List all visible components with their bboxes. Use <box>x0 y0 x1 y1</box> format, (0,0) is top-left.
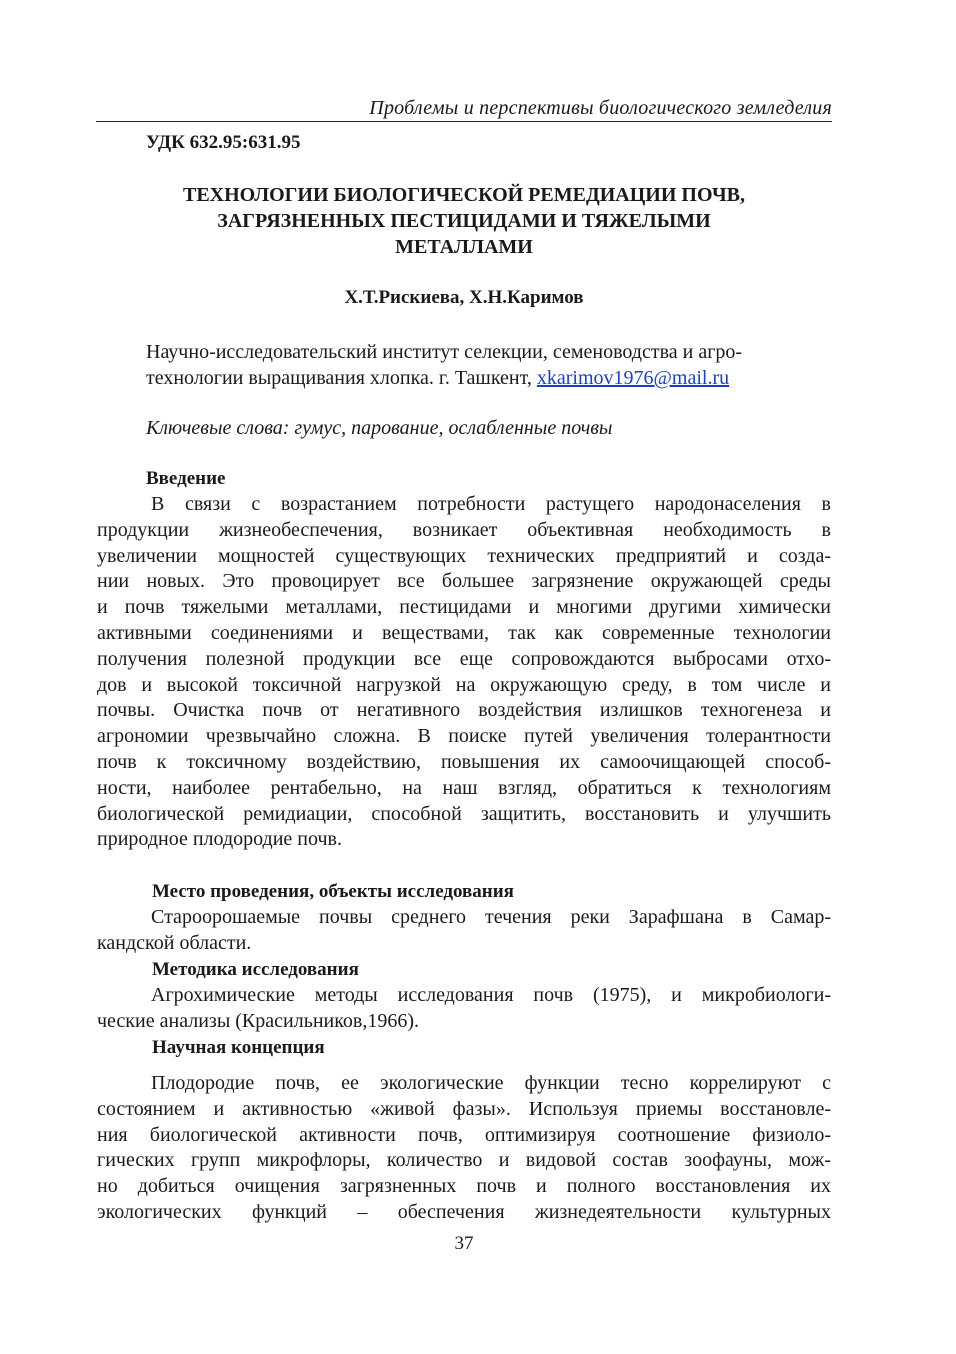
text-line: дов и высокой токсичной нагрузкой на окружающую среду, в том числе и <box>97 673 831 696</box>
paragraph-intro <box>97 492 831 853</box>
affiliation-line <box>146 365 832 391</box>
text-line: агрономии чрезвычайно сложна. В поиске путей увеличения толерантности <box>97 725 831 748</box>
affiliation <box>146 339 832 391</box>
title-line: ТЕХНОЛОГИИ БИОЛОГИЧЕСКОЙ РЕМЕДИАЦИИ ПОЧВ, <box>182 184 746 206</box>
text-line: В связи с возрастанием потребности растущего народонаселения в <box>151 493 831 515</box>
affiliation-line: Научно-исследовательский институт селекции, семеноводства и агро- <box>146 341 743 363</box>
email-link[interactable]: xkarimov1976@mail.ru <box>536 367 730 389</box>
text-line: кандской области. <box>97 931 252 954</box>
text-line: почвы. Очистка почв от негативного воздействия излишков техногенеза и <box>97 699 831 722</box>
text-line: ности, наиболее рентабельно, на наш взгляд, обратиться к технологиям <box>97 776 831 799</box>
text-line: Староорошаемые почвы среднего течения реки Зарафшана в Самар- <box>151 906 831 928</box>
text-line: природное плодородие почв. <box>97 828 342 851</box>
text-line: но добиться очищения загрязненных почв и полного восстановления их <box>97 1175 831 1198</box>
text-line: активными соединениями и веществами, так как современные технологии <box>97 621 831 644</box>
udk-code: УДК 632.95:631.95 <box>146 132 301 153</box>
text-line: биологической ремидиации, способной защитить, восстановить и улучшить <box>97 802 831 825</box>
text-line: состоянием и активностью «живой фазы». Используя приемы восстановле- <box>97 1097 831 1120</box>
paragraph-method <box>97 983 831 1035</box>
text-line: гических групп микрофлоры, количество и видовой состав зоофауны, мож- <box>97 1149 831 1172</box>
running-head: Проблемы и перспективы биологического земледелия <box>369 97 832 119</box>
text-line: Агрохимические методы исследования почв (1975), и микробиологи- <box>151 984 831 1006</box>
text-line: ния биологической активности почв, оптимизируя соотношение физиоло- <box>97 1123 831 1146</box>
section-heading-method: Методика исследования <box>152 959 359 980</box>
text-line: ческие анализы (Красильников,1966). <box>97 1009 420 1032</box>
text-line: экологических функций – обеспечения жизнедеятельности культурных <box>97 1200 831 1223</box>
text-line: увеличении мощностей существующих технических предприятий и созда- <box>97 544 831 567</box>
text-line: продукции жизнеобеспечения, возникает объективная необходимость в <box>97 518 831 541</box>
title-line: МЕТАЛЛАМИ <box>395 236 533 258</box>
text-line: получения полезной продукции все еще сопровождаются выбросами отхо- <box>97 647 831 670</box>
affiliation-city: технологии выращивания хлопка. г. Ташкент, <box>146 367 537 389</box>
title-line: ЗАГРЯЗНЕННЫХ ПЕСТИЦИДАМИ И ТЯЖЕЛЫМИ <box>217 210 711 232</box>
keywords: Ключевые слова: гумус, парование, ослабленные почвы <box>146 417 613 439</box>
paragraph-concept <box>97 1071 831 1226</box>
header-rule <box>96 121 832 122</box>
text-line: Плодородие почв, ее экологические функции тесно коррелируют с <box>151 1072 831 1094</box>
page-number: 37 <box>454 1233 474 1254</box>
article-title <box>96 182 832 260</box>
text-line: нии новых. Это провоцирует все большее загрязнение окружающей среды <box>97 570 831 593</box>
text-line: почв к токсичному воздействию, повышения их самоочищающей способ- <box>97 750 831 773</box>
section-heading-concept: Научная концепция <box>152 1037 325 1058</box>
section-heading-intro: Введение <box>146 468 226 489</box>
paragraph-site <box>97 905 831 957</box>
text-line: и почв тяжелыми металлами, пестицидами и многими другими химически <box>97 596 831 619</box>
authors: Х.Т.Рискиева, Х.Н.Каримов <box>344 287 584 308</box>
section-heading-site: Место проведения, объекты исследования <box>152 881 514 902</box>
